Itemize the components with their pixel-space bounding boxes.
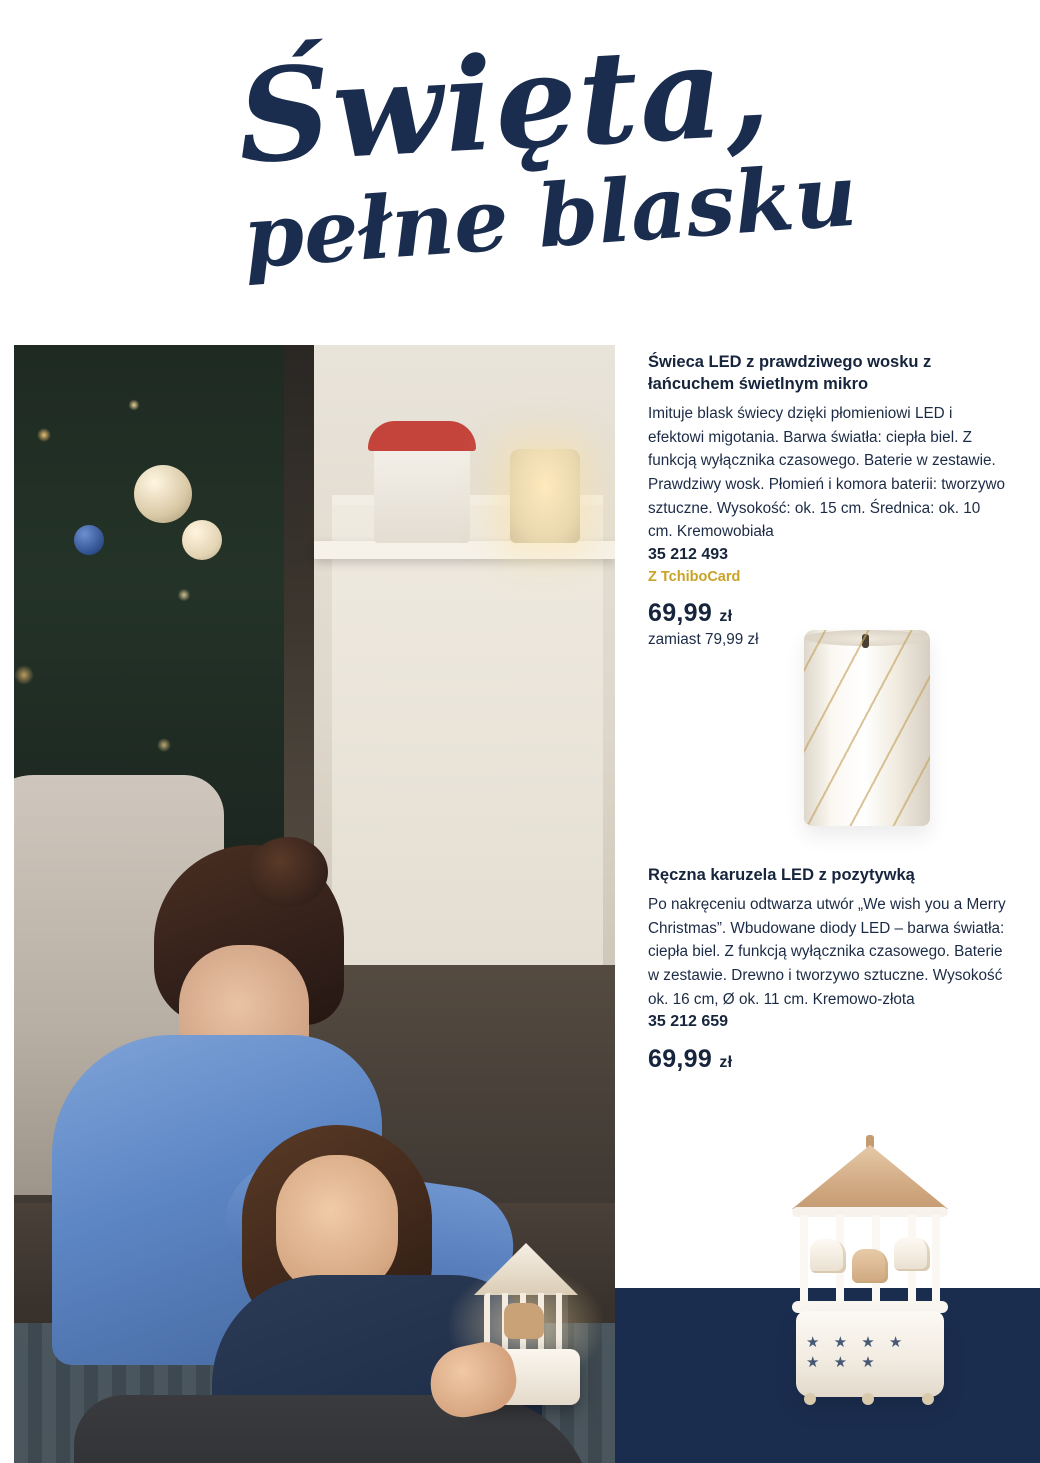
product-title: Ręczna karuzela LED z pozytywką [648,866,915,884]
photo-bauble-gold [134,465,192,523]
product-price-old: zamiast 79,99 zł [648,631,759,649]
product-price [648,1045,1008,1074]
photo-window-sill [314,541,615,559]
photo-shelf-carousel-decor [374,443,470,543]
carousel-foot [862,1393,874,1405]
lifestyle-photo [14,345,615,1463]
candle-body [804,630,930,826]
carousel-roof [792,1145,948,1209]
product-block-candle [648,352,1008,649]
photo-woman-hair-bun [248,837,328,907]
photo-carousel-horse [504,1303,544,1339]
carousel-foot [804,1393,816,1405]
product-description: Po nakręceniu odtwarza utwór „We wish you a Merry Christmas”. Wbudowane diody LED – barwa światła: ciepła biel. Z funkcją wyłącznika czasowego. Baterie w zestawie. Drewno i tworzywo sztuczne. Wysokość ok. 16 cm, Ø ok. 11 cm. Kremowo-złota [648,895,1006,1008]
product-code: 35 212 659 [648,1013,729,1031]
photo-bauble-blue [74,525,104,555]
photo-lantern-light [510,449,580,543]
led-candle-image [782,610,962,840]
carousel-horse [852,1249,888,1283]
photo-bauble-cream [182,520,222,560]
product-code: 35 212 493 [648,546,729,564]
carousel-feet [800,1393,940,1405]
photo-girl-face [276,1155,398,1295]
carousel-horse [810,1239,846,1273]
carousel-star-cutouts: ★ ★ ★ ★ ★ ★ ★ [806,1334,908,1371]
tchibocard-note: Z TchiboCard [648,569,741,586]
carousel-foot [922,1393,934,1405]
product-description: Imituje blask świecy dzięki płomieniowi LED i efektowi migotania. Barwa światła: ciepła biel. Z funkcją wyłącznika czasowego. Baterie w zestawie. Prawdziwy wosk. Płomień i komora baterii: tworzywo sztuczne. Wysokość: ok. 15 cm. Średnica: ok. 10 cm. Kremowobiała [648,404,1006,541]
page-headline [0,15,1040,340]
product-price-currency: zł [719,1054,733,1072]
led-carousel-image [770,1135,970,1415]
headline-line-2: pełne blasku [240,144,860,289]
product-price-currency: zł [719,608,733,626]
product-price-value: 69,99 [648,1045,713,1074]
carousel-horses [810,1231,930,1293]
carousel-horse [894,1237,930,1271]
product-title: Świeca LED z prawdziwego wosku z łańcuchem świetlnym mikro [648,353,932,393]
candle-light-chain [804,630,930,826]
headline-line-1: Święta, [234,15,776,193]
product-block-carousel [648,865,1008,1074]
product-price-value: 69,99 [648,599,713,628]
